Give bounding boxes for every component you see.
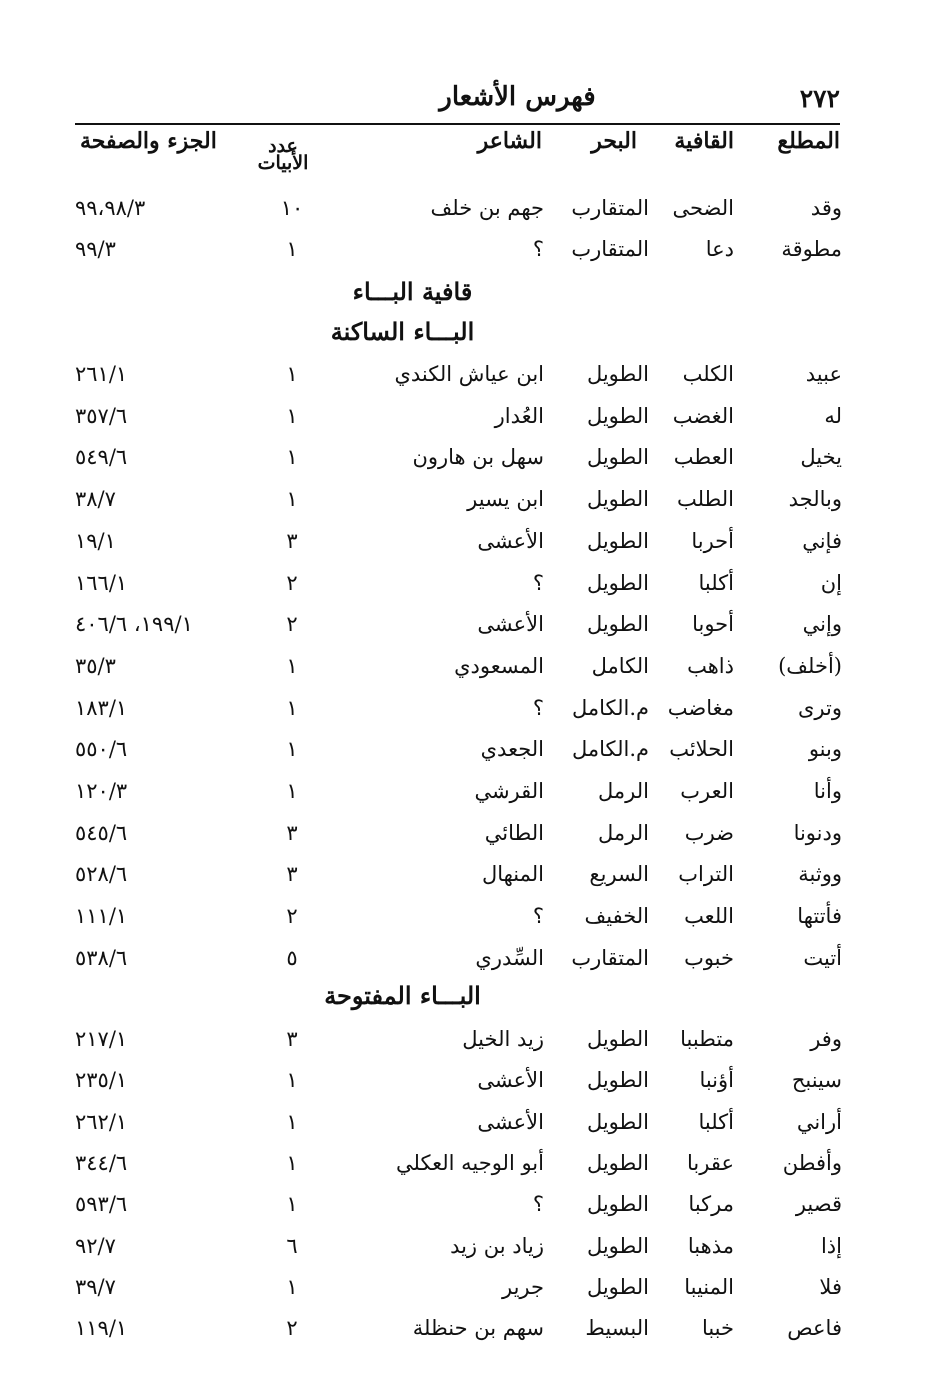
rhyme-cell: العرب xyxy=(680,779,734,803)
reference-cell: ٢٣٥/١ xyxy=(75,1068,128,1093)
rhyme-cell: أؤنبا xyxy=(699,1068,734,1093)
meter-cell: الطويل xyxy=(586,570,649,595)
reference-cell: ٥٤٩/٦ xyxy=(75,445,128,470)
reference-cell: ١١٩/١ xyxy=(75,1316,128,1341)
opening-cell: عبيد xyxy=(805,362,842,386)
rhyme-cell: المنيبا xyxy=(684,1274,734,1299)
poet-cell: زياد بن زيد xyxy=(450,1233,544,1258)
reference-cell: ٣٤٤/٦ xyxy=(75,1150,128,1175)
rhyme-cell: الحلائب xyxy=(669,737,734,762)
page-title: فهرس الأشعار xyxy=(439,82,596,112)
count-cell: ١ xyxy=(286,403,298,428)
opening-cell: إن xyxy=(820,570,842,595)
poet-cell: الجعدي xyxy=(480,737,544,762)
count-cell: ٢ xyxy=(286,612,298,637)
poet-cell: أبو الوجيه العكلي xyxy=(396,1150,544,1175)
count-cell: ٢ xyxy=(286,1316,298,1341)
poet-cell: القرشي xyxy=(474,779,544,803)
opening-cell: وأفطن xyxy=(782,1150,842,1175)
reference-cell: ٩٩،٩٨/٣ xyxy=(75,196,146,220)
rhyme-cell: الغضب xyxy=(672,403,734,428)
meter-cell: م.الكامل xyxy=(571,737,649,762)
rhyme-cell: الطلب xyxy=(676,487,734,512)
poet-cell: المسعودي xyxy=(454,653,544,678)
count-cell: ٦ xyxy=(286,1233,298,1258)
poet-cell: سهل بن هارون xyxy=(412,445,544,470)
rhyme-cell: خببا xyxy=(701,1316,734,1341)
reference-cell: ٢٦٢/١ xyxy=(75,1109,128,1134)
column-header-opening: المطلع xyxy=(777,128,840,154)
rhyme-cell: الضحى xyxy=(672,196,734,220)
meter-cell: الخفيف xyxy=(584,904,649,929)
reference-cell: ٣٨/٧ xyxy=(75,487,116,512)
opening-cell: فإني xyxy=(802,528,842,553)
rhyme-cell: ضرب xyxy=(684,820,734,845)
meter-cell: م.الكامل xyxy=(571,695,649,720)
meter-cell: الطويل xyxy=(586,1274,649,1299)
section-title-qafiya: قافية البـــاء xyxy=(352,277,473,306)
poet-cell: العُدار xyxy=(494,403,544,428)
column-header-count-line2: الأبيات xyxy=(257,152,309,174)
meter-cell: الطويل xyxy=(586,1192,649,1217)
rhyme-cell: أحوبا xyxy=(692,612,734,637)
rhyme-cell: أحربا xyxy=(691,528,734,553)
meter-cell: الطويل xyxy=(586,1233,649,1258)
section-title-sakina: البـــاء الساكنة xyxy=(330,317,475,346)
reference-cell: ٣٥٧/٦ xyxy=(75,403,128,428)
count-cell: ١ xyxy=(286,487,298,512)
meter-cell: الطويل xyxy=(586,528,649,553)
opening-cell: إذا xyxy=(820,1233,842,1258)
reference-cell: ١٢٠/٣ xyxy=(75,779,128,803)
meter-cell: الطويل xyxy=(586,1109,649,1134)
rhyme-cell: مركبا xyxy=(688,1192,734,1217)
reference-cell: ٩٩/٣ xyxy=(75,237,116,261)
poet-cell: الأعشى xyxy=(477,528,544,553)
header-rule xyxy=(75,123,840,125)
reference-cell: ١٨٣/١ xyxy=(75,695,128,720)
poet-cell: سهم بن حنظلة xyxy=(412,1316,544,1341)
opening-cell: وأنا xyxy=(813,779,842,803)
opening-cell: مطوقة xyxy=(781,237,842,261)
reference-cell: ٥٢٨/٦ xyxy=(75,862,128,887)
meter-cell: السريع xyxy=(589,862,649,887)
count-cell: ١ xyxy=(286,1192,298,1217)
opening-cell: وفر xyxy=(810,1027,842,1051)
opening-cell: أراني xyxy=(796,1109,842,1134)
meter-cell: المتقارب xyxy=(571,196,649,220)
poet-cell: جهم بن خلف xyxy=(430,196,544,220)
meter-cell: الرمل xyxy=(598,779,649,803)
count-cell: ١ xyxy=(286,1068,298,1093)
reference-cell: ٥٥٠/٦ xyxy=(75,737,128,762)
rhyme-cell: متطببا xyxy=(680,1027,734,1051)
opening-cell: ودنونا xyxy=(793,820,842,845)
opening-cell: (أخلف) xyxy=(778,653,842,678)
poet-cell: ابن يسير xyxy=(467,487,544,512)
reference-cell: ١٦٦/١ xyxy=(75,570,128,595)
count-cell: ١ xyxy=(286,653,298,678)
count-cell: ١ xyxy=(286,237,298,261)
opening-cell: وبالجد xyxy=(788,487,842,512)
reference-cell: ٢٦١/١ xyxy=(75,362,128,386)
reference-cell: ٣٥/٣ xyxy=(75,653,116,678)
reference-cell: ٥٣٨/٦ xyxy=(75,945,128,970)
reference-cell: ٥٩٣/٦ xyxy=(75,1192,128,1217)
count-cell: ١ xyxy=(286,445,298,470)
count-cell: ٢ xyxy=(286,904,298,929)
meter-cell: الطويل xyxy=(586,1150,649,1175)
poet-cell: الأعشى xyxy=(477,1068,544,1093)
meter-cell: الطويل xyxy=(586,362,649,386)
opening-cell: قصير xyxy=(795,1192,842,1217)
opening-cell: وقد xyxy=(810,196,842,220)
poet-cell: ؟ xyxy=(532,1192,544,1217)
meter-cell: الكامل xyxy=(591,653,649,678)
rhyme-cell: العطب xyxy=(673,445,734,470)
poet-cell: ؟ xyxy=(532,695,544,720)
meter-cell: الطويل xyxy=(586,403,649,428)
count-cell: ٢ xyxy=(286,570,298,595)
column-header-poet: الشاعر xyxy=(477,128,542,154)
rhyme-cell: عقربا xyxy=(687,1150,734,1175)
meter-cell: الطويل xyxy=(586,1068,649,1093)
count-cell: ١ xyxy=(286,695,298,720)
rhyme-cell: الكلب xyxy=(682,362,734,386)
poet-cell: ؟ xyxy=(532,570,544,595)
reference-cell: ١٩/١ xyxy=(75,528,116,553)
count-cell: ١ xyxy=(286,1150,298,1175)
reference-cell: ٣٩/٧ xyxy=(75,1274,116,1299)
page-number: ٢٧٢ xyxy=(799,84,840,113)
column-header-count-line1: عدد xyxy=(268,135,298,157)
opening-cell: فلا xyxy=(819,1274,842,1299)
rhyme-cell: خبوب xyxy=(684,945,734,970)
opening-cell: سينبح xyxy=(791,1068,842,1093)
poet-cell: المنهال xyxy=(481,862,544,887)
opening-cell: فاعص xyxy=(787,1316,842,1341)
count-cell: ١ xyxy=(286,1274,298,1299)
meter-cell: المتقارب xyxy=(571,237,649,261)
count-cell: ١ xyxy=(286,779,298,803)
poet-cell: الأعشى xyxy=(477,1109,544,1134)
count-cell: ٣ xyxy=(286,528,298,553)
rhyme-cell: دعا xyxy=(705,237,734,261)
rhyme-cell: مذهبا xyxy=(687,1233,734,1258)
reference-cell: ٢١٧/١ xyxy=(75,1027,128,1051)
meter-cell: الطويل xyxy=(586,612,649,637)
meter-cell: البسيط xyxy=(585,1316,649,1341)
opening-cell: أتيت xyxy=(803,945,842,970)
rhyme-cell: اللعب xyxy=(684,904,734,929)
running-head xyxy=(75,82,840,122)
rhyme-cell: ذاهب xyxy=(687,653,734,678)
meter-cell: الطويل xyxy=(586,445,649,470)
meter-cell: الرمل xyxy=(598,820,649,845)
rhyme-cell: أكلبا xyxy=(698,570,734,595)
opening-cell: له xyxy=(824,403,842,428)
poet-cell: زيد الخيل xyxy=(462,1027,544,1051)
rhyme-cell: أكلبا xyxy=(698,1109,734,1134)
count-cell: ٥ xyxy=(286,945,298,970)
column-header-count xyxy=(248,135,318,174)
rhyme-cell: التراب xyxy=(678,862,734,887)
column-header-ref: الجزء والصفحة xyxy=(80,128,217,154)
meter-cell: المتقارب xyxy=(571,945,649,970)
column-header-meter: البحر xyxy=(591,128,637,154)
meter-cell: الطويل xyxy=(586,487,649,512)
poet-cell: ابن عياش الكندي xyxy=(394,362,544,386)
section-title-maftuha: البـــاء المفتوحة xyxy=(324,981,481,1010)
count-cell: ١٠ xyxy=(280,196,304,220)
reference-cell: ١١١/١ xyxy=(75,904,128,929)
meter-cell: الطويل xyxy=(586,1027,649,1051)
count-cell: ١ xyxy=(286,1109,298,1134)
poet-cell: ؟ xyxy=(532,904,544,929)
count-cell: ٣ xyxy=(286,1027,298,1051)
opening-cell: ووثبة xyxy=(798,862,842,887)
count-cell: ١ xyxy=(286,737,298,762)
opening-cell: يخيل xyxy=(800,445,842,470)
opening-cell: وترى xyxy=(797,695,842,720)
poet-cell: جرير xyxy=(502,1274,544,1299)
opening-cell: وبنو xyxy=(808,737,842,762)
count-cell: ٣ xyxy=(286,820,298,845)
opening-cell: وإني xyxy=(802,612,842,637)
reference-cell: ٩٢/٧ xyxy=(75,1233,116,1258)
column-header-rhyme: القافية xyxy=(674,128,734,154)
poet-cell: ؟ xyxy=(532,237,544,261)
poet-cell: الأعشى xyxy=(477,612,544,637)
rhyme-cell: مغاضب xyxy=(667,695,734,720)
count-cell: ٣ xyxy=(286,862,298,887)
reference-cell: ١٩٩/١، ٤٠٦/٦ xyxy=(75,612,193,637)
poet-cell: السِّدري xyxy=(475,945,544,970)
poet-cell: الطائي xyxy=(484,820,544,845)
count-cell: ١ xyxy=(286,362,298,386)
opening-cell: فأتتها xyxy=(797,904,842,929)
reference-cell: ٥٤٥/٦ xyxy=(75,820,128,845)
